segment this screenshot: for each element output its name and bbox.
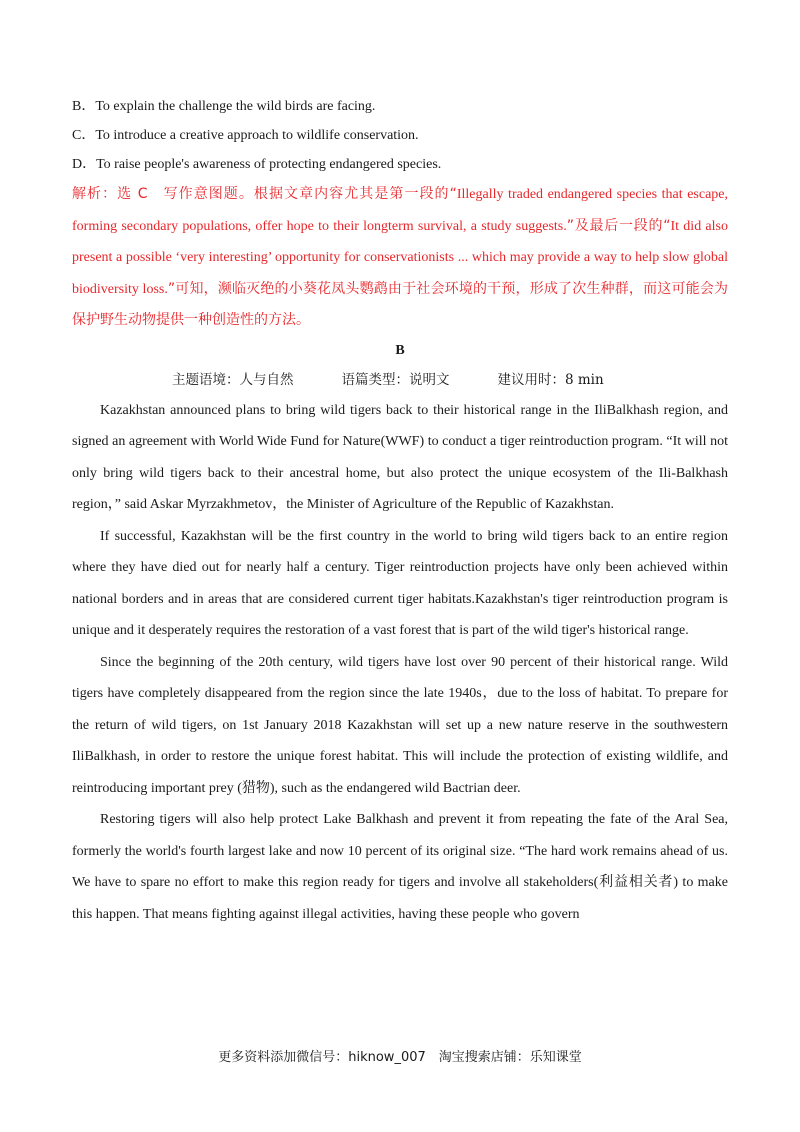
time-label: 建议用时：8 min	[497, 371, 604, 388]
answer-suffix: ”可知，濒临灭绝的小葵花凤头鹦鹉由于社会环境的干预，形成了次生种群，而这可能会为保护野生动物提供一种创造性的方法。	[72, 280, 728, 328]
answer-prefix: 解析：选 C 写作意图题。根据文章内容尤其是第一段的“	[72, 186, 457, 202]
section-title: B	[395, 342, 405, 358]
paragraph-3: Since the beginning of the 20th century, wild tigers have lost over 90 percent of their historical range. Wild tigers have completely disappeared from the region since the late 1940s，due to the loss of habitat. To prepare for the return of wild tigers, on 1st January 2018 Kazakhstan will set up a new nature reserve in the southwestern IliBalkhash, in order to restore the unique forest habitat. This will include the protection of existing wildlife, and reintroducing important prey (猎物), such as the endangered wild Bactrian deer.	[72, 654, 728, 796]
option-c: C．To introduce a creative approach to wildlife conservation.	[72, 128, 419, 143]
document-page	[72, 92, 728, 930]
paragraph-4: Restoring tigers will also help protect Lake Balkhash and prevent it from repeating the fate of the Aral Sea, formerly the world's fourth largest lake and now 10 percent of its original size. “The hard work remains ahead of us. We have to spare no effort to make this region ready for tigers and involve all stakeholders(利益相关者) to make this happen. That means fighting against illegal activities, having these people who govern	[72, 812, 728, 922]
paragraph-2: If successful, Kazakhstan will be the first country in the world to bring wild tigers back to an entire region where they have died out for nearly half a century. Tiger reintroduction projects have only been achieved within national borders and in areas that are considered current tiger habitats.Kazakhstan's tiger reintroduction program is unique and it desperately requires the restoration of a vast forest that is part of the wild tiger's historical range.	[72, 528, 728, 638]
option-d: D．To raise people's awareness of protecting endangered species.	[72, 157, 442, 172]
answer-quote-2: It did also present a possible ‘very interesting’ opportunity for conservationists ... which may provide a way to help slow global biodiversity loss.	[72, 218, 728, 297]
answer-quote-1: Illegally traded endangered species that escape, forming secondary populations, offer hope to their longterm survival, a study suggests.	[72, 187, 728, 234]
answer-explanation	[72, 179, 728, 337]
option-b: B．To explain the challenge the wild birds are facing.	[72, 99, 376, 114]
answer-mid: ”及最后一段的“	[566, 217, 671, 234]
paragraph-1: Kazakhstan announced plans to bring wild tigers back to their historical range in the IliBalkhash region, and signed an agreement with World Wide Fund for Nature(WWF) to conduct a tiger reintroduction program. “It will not only bring wild tigers back to their ancestral home, but also protect the unique ecosystem of the Ili-Balkhash region，” said Askar Myrzakhmetov，the Minister of Agriculture of the Republic of Kazakhstan.	[72, 402, 728, 512]
section-meta	[172, 365, 728, 395]
theme-label: 主题语境：人与自然	[172, 371, 294, 388]
footer-note: 更多资料添加微信号：hiknow_007 淘宝搜索店铺：乐知课堂	[218, 1050, 582, 1065]
genre-label: 语篇类型：说明文	[341, 371, 450, 388]
